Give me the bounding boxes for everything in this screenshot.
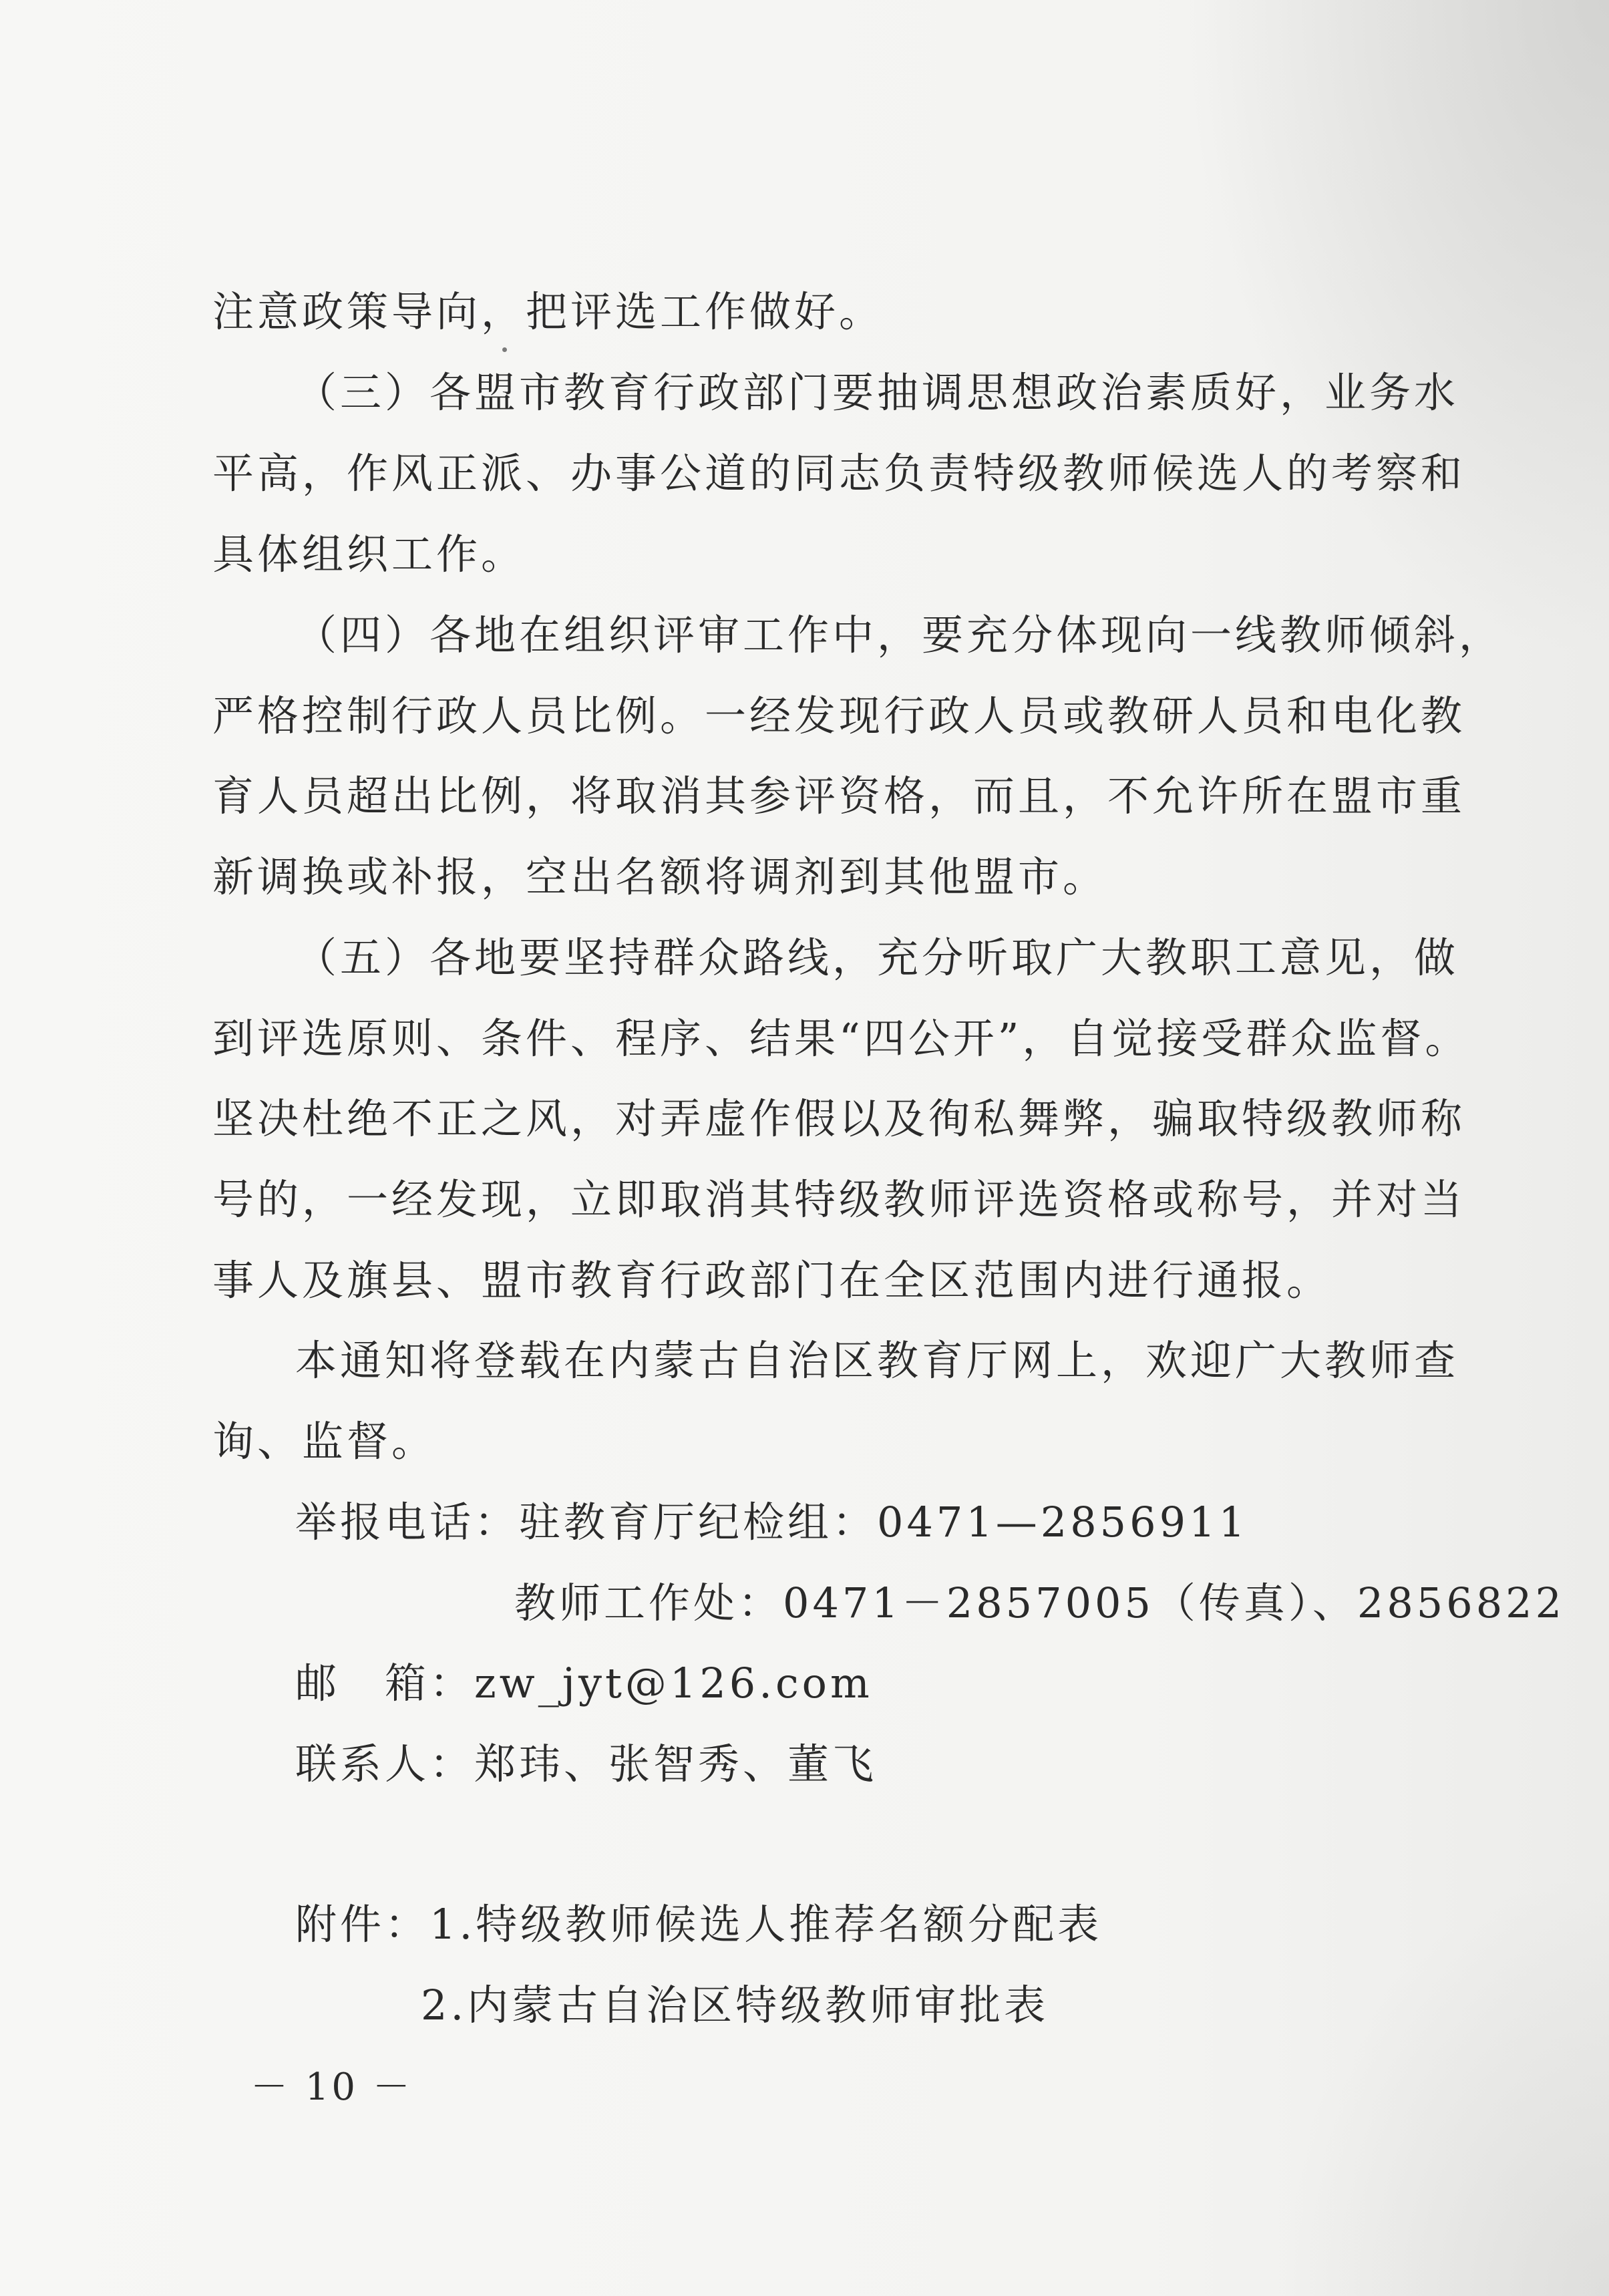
body-line-3: 平高，作风正派、办事公道的同志负责特级教师候选人的考察和 bbox=[212, 449, 1466, 498]
body-line-8: 新调换或补报，空出名额将调剂到其他盟市。 bbox=[212, 852, 1108, 901]
body-line-7: 育人员超出比例，将取消其参评资格，而且，不允许所在盟市重 bbox=[212, 772, 1466, 820]
teacher-office-phone-line: 教师工作处：0471－2857005（传真）、2856822 bbox=[514, 1579, 1566, 1627]
body-line-4: 具体组织工作。 bbox=[212, 530, 526, 579]
scan-speck bbox=[502, 347, 507, 352]
body-line-9: （五）各地要坚持群众路线，充分听取广大教职工意见，做 bbox=[295, 933, 1459, 982]
body-line-15: 询、监督。 bbox=[212, 1417, 437, 1466]
body-line-10: 到评选原则、条件、程序、结果“四公开”，自觉接受群众监督。 bbox=[212, 1014, 1470, 1063]
body-line-1: 注意政策导向，把评选工作做好。 bbox=[212, 287, 884, 336]
body-line-14: 本通知将登载在内蒙古自治区教育厅网上，欢迎广大教师查 bbox=[295, 1336, 1459, 1385]
body-line-2: （三）各盟市教育行政部门要抽调思想政治素质好，业务水 bbox=[295, 368, 1459, 417]
body-line-11: 坚决杜绝不正之风，对弄虚作假以及徇私舞弊，骗取特级教师称 bbox=[212, 1094, 1466, 1143]
attachment-2: 2.内蒙古自治区特级教师审批表 bbox=[421, 1981, 1049, 2029]
body-line-13: 事人及旗县、盟市教育行政部门在全区范围内进行通报。 bbox=[212, 1256, 1332, 1305]
attachment-1: 附件：1.特级教师候选人推荐名额分配表 bbox=[295, 1900, 1103, 1949]
report-hotline-line: 举报电话：驻教育厅纪检组：0471—2856911 bbox=[295, 1498, 1248, 1546]
email-line: 邮 箱：zw_jyt@126.com bbox=[295, 1659, 873, 1707]
body-line-12: 号的，一经发现，立即取消其特级教师评选资格或称号，并对当 bbox=[212, 1175, 1466, 1224]
contact-people-line: 联系人：郑玮、张智秀、董飞 bbox=[295, 1740, 878, 1788]
body-line-6: 严格控制行政人员比例。一经发现行政人员或教研人员和电化教 bbox=[212, 691, 1466, 740]
body-line-5: （四）各地在组织评审工作中，要充分体现向一线教师倾斜， bbox=[295, 611, 1504, 659]
page-number: － 10 － bbox=[250, 2066, 413, 2109]
